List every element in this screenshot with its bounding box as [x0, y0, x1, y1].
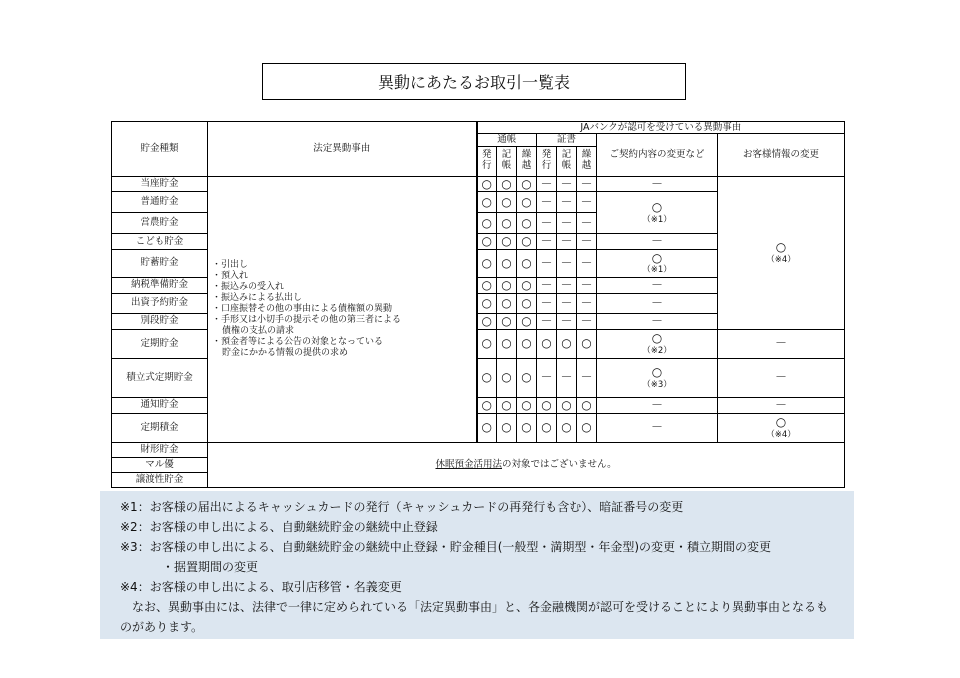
- customer-group-mark: ○: [775, 240, 787, 255]
- reason-item: ・振込みの受入れ: [212, 281, 285, 292]
- header-customer: お客様情報の変更: [718, 134, 845, 176]
- mark-cell: －: [537, 358, 557, 397]
- transaction-table: [111, 121, 845, 488]
- mark-cell: ○: [517, 176, 537, 191]
- mark-cell: ○: [557, 397, 577, 413]
- header-ja-group: JAバンクが認可を受けている異動事由: [477, 122, 845, 134]
- mark-cell: ○: [537, 329, 557, 358]
- reason-item: ・預金者等による公告の対象となっている: [212, 336, 384, 347]
- mark-cell: ○: [497, 293, 517, 313]
- contract-cell: －: [597, 277, 718, 293]
- mark-cell: ○: [517, 358, 537, 397]
- mark-cell: －: [557, 192, 577, 213]
- mark-cell: ○: [497, 192, 517, 213]
- mark-cell: －: [537, 192, 557, 213]
- reason-item: 貯金にかかる情報の提供の求め: [222, 347, 349, 358]
- customer-mark: ○: [775, 415, 787, 430]
- mark-cell: ○: [517, 213, 537, 234]
- mark-cell: ○: [577, 413, 597, 442]
- mark-cell: ○: [517, 192, 537, 213]
- table-row: [112, 176, 845, 191]
- reason-item: ・預入れ: [212, 270, 249, 281]
- row-name: 譲渡性貯金: [112, 472, 208, 487]
- mark-cell: －: [577, 213, 597, 234]
- mark-cell: ○: [477, 277, 497, 293]
- mark-cell: ○: [517, 234, 537, 249]
- header-shosho: 証書: [537, 134, 597, 146]
- contract-cell: [597, 358, 718, 397]
- row-name: マル優: [112, 457, 208, 472]
- contract-cell: [597, 329, 718, 358]
- mark-cell: ○: [577, 329, 597, 358]
- header-type: 貯金種類: [112, 122, 208, 177]
- mark-cell: －: [537, 313, 557, 329]
- mark-cell: －: [557, 358, 577, 397]
- customer-cell: －: [718, 329, 845, 358]
- reason-item: ・手形又は小切手の提示その他の第三者による: [212, 314, 402, 325]
- mark-cell: ○: [517, 329, 537, 358]
- contract-mark: ○: [651, 331, 663, 346]
- mark-cell: ○: [477, 213, 497, 234]
- contract-note: （※1）: [642, 214, 672, 225]
- mark-cell: ○: [497, 397, 517, 413]
- mark-cell: －: [557, 313, 577, 329]
- note-paragraph: なお、異動事由には、法律で一律に定められている「法定異動事由」と、各金融機関が認可を受けることにより異動事由となるものがあります。: [120, 600, 829, 634]
- contract-cell: －: [597, 293, 718, 313]
- header-sub-5: 繰越: [577, 146, 597, 176]
- customer-cell: －: [718, 397, 845, 413]
- mark-cell: －: [577, 293, 597, 313]
- mark-cell: ○: [477, 397, 497, 413]
- row-name: 当座貯金: [112, 176, 208, 191]
- contract-mark: ○: [651, 250, 663, 265]
- note-3: ※3：お客様の申し出による、自動継続貯金の継続中止登録・貯金種目(一般型・満期型・年金型)の変更・積立期間の変更: [120, 540, 772, 554]
- row-name: 営農貯金: [112, 213, 208, 234]
- note-4: ※4：お客様の申し出による、取引店移管・名義変更: [120, 580, 402, 594]
- mark-cell: －: [577, 358, 597, 397]
- mark-cell: ○: [497, 249, 517, 277]
- row-name: 出資予約貯金: [112, 293, 208, 313]
- header-contract: ご契約内容の変更など: [597, 134, 718, 176]
- mark-cell: ○: [477, 313, 497, 329]
- mark-cell: ○: [477, 329, 497, 358]
- mark-cell: ○: [557, 413, 577, 442]
- header-tsucho: 通帳: [477, 134, 537, 146]
- mark-cell: ○: [517, 249, 537, 277]
- mark-cell: ○: [497, 329, 517, 358]
- mark-cell: ○: [477, 413, 497, 442]
- contract-cell: －: [597, 397, 718, 413]
- contract-note: （※3）: [642, 379, 672, 390]
- header-sub-4: 記帳: [557, 146, 577, 176]
- header-sub-1: 記帳: [497, 146, 517, 176]
- row-name: 通知貯金: [112, 397, 208, 413]
- mark-cell: ○: [517, 397, 537, 413]
- mark-cell: －: [537, 176, 557, 191]
- mark-cell: －: [537, 293, 557, 313]
- mark-cell: ○: [577, 397, 597, 413]
- mark-cell: －: [577, 313, 597, 329]
- row-name: 別段貯金: [112, 313, 208, 329]
- mark-cell: －: [577, 192, 597, 213]
- mark-cell: －: [577, 277, 597, 293]
- header-reason: 法定異動事由: [208, 122, 477, 177]
- table-row: [112, 442, 845, 457]
- row-name: 貯蓄貯金: [112, 249, 208, 277]
- mark-cell: －: [537, 249, 557, 277]
- reason-item: 債権の支払の請求: [222, 325, 295, 336]
- row-name: 普通貯金: [112, 192, 208, 213]
- mark-cell: －: [557, 277, 577, 293]
- mark-cell: ○: [537, 397, 557, 413]
- customer-cell: －: [718, 358, 845, 397]
- contract-cell: －: [597, 413, 718, 442]
- mark-cell: －: [577, 176, 597, 191]
- header-sub-3: 発行: [537, 146, 557, 176]
- reason-item: ・口座振替その他の事由による債権額の異動: [212, 303, 393, 314]
- mark-cell: ○: [497, 176, 517, 191]
- mark-cell: －: [577, 249, 597, 277]
- not-applicable-text: の対象ではございません。: [502, 458, 617, 470]
- mark-cell: ○: [497, 413, 517, 442]
- mark-cell: ○: [497, 313, 517, 329]
- mark-cell: －: [557, 213, 577, 234]
- contract-cell: －: [597, 313, 718, 329]
- mark-cell: ○: [517, 277, 537, 293]
- contract-cell: [597, 192, 718, 234]
- reason-item: ・振込みによる払出し: [212, 292, 303, 303]
- contract-cell: －: [597, 234, 718, 249]
- mark-cell: －: [537, 213, 557, 234]
- mark-cell: ○: [497, 234, 517, 249]
- mark-cell: ○: [497, 358, 517, 397]
- mark-cell: －: [557, 293, 577, 313]
- customer-group-note: （※4）: [766, 254, 796, 265]
- row-name: 納税準備貯金: [112, 277, 208, 293]
- row-name: 財形貯金: [112, 442, 208, 457]
- mark-cell: ○: [477, 249, 497, 277]
- customer-group-cell: [718, 176, 845, 329]
- page-title: 異動にあたるお取引一覧表: [262, 63, 686, 100]
- row-name: こども貯金: [112, 234, 208, 249]
- mark-cell: －: [577, 234, 597, 249]
- mark-cell: ○: [477, 234, 497, 249]
- header-sub-2: 繰越: [517, 146, 537, 176]
- customer-note: （※4）: [766, 429, 796, 440]
- mark-cell: ○: [477, 176, 497, 191]
- note-1: ※1：お客様の届出によるキャッシュカードの発行（キャッシュカードの再発行も含む）、暗証番号の変更: [120, 500, 684, 514]
- contract-cell: [597, 249, 718, 277]
- mark-cell: ○: [477, 358, 497, 397]
- contract-mark: ○: [651, 200, 663, 215]
- mark-cell: －: [537, 277, 557, 293]
- note-2: ※2：お客様の申し出による、自動継続貯金の継続中止登録: [120, 520, 438, 534]
- mark-cell: －: [537, 234, 557, 249]
- mark-cell: ○: [477, 192, 497, 213]
- mark-cell: －: [557, 176, 577, 191]
- mark-cell: ○: [497, 277, 517, 293]
- header-sub-0: 発行: [477, 146, 497, 176]
- row-name: 定期貯金: [112, 329, 208, 358]
- mark-cell: ○: [497, 213, 517, 234]
- not-applicable-cell: [208, 442, 845, 487]
- mark-cell: ○: [517, 413, 537, 442]
- customer-cell: [718, 413, 845, 442]
- mark-cell: ○: [517, 313, 537, 329]
- row-name: 積立式定期貯金: [112, 358, 208, 397]
- contract-cell: －: [597, 176, 718, 191]
- mark-cell: ○: [517, 293, 537, 313]
- contract-mark: ○: [651, 365, 663, 380]
- mark-cell: ○: [477, 293, 497, 313]
- reason-item: ・引出し: [212, 259, 249, 270]
- mark-cell: ○: [537, 413, 557, 442]
- note-3-continued: ・据置期間の変更: [162, 560, 259, 574]
- notes-panel: [100, 491, 854, 639]
- mark-cell: ○: [557, 329, 577, 358]
- row-name: 定期積金: [112, 413, 208, 442]
- reasons-cell: [208, 176, 477, 442]
- mark-cell: －: [557, 249, 577, 277]
- mark-cell: －: [557, 234, 577, 249]
- contract-note: （※2）: [642, 345, 672, 356]
- contract-note: （※1）: [642, 265, 672, 276]
- dormant-deposit-law: 休眠預金活用法: [435, 458, 502, 470]
